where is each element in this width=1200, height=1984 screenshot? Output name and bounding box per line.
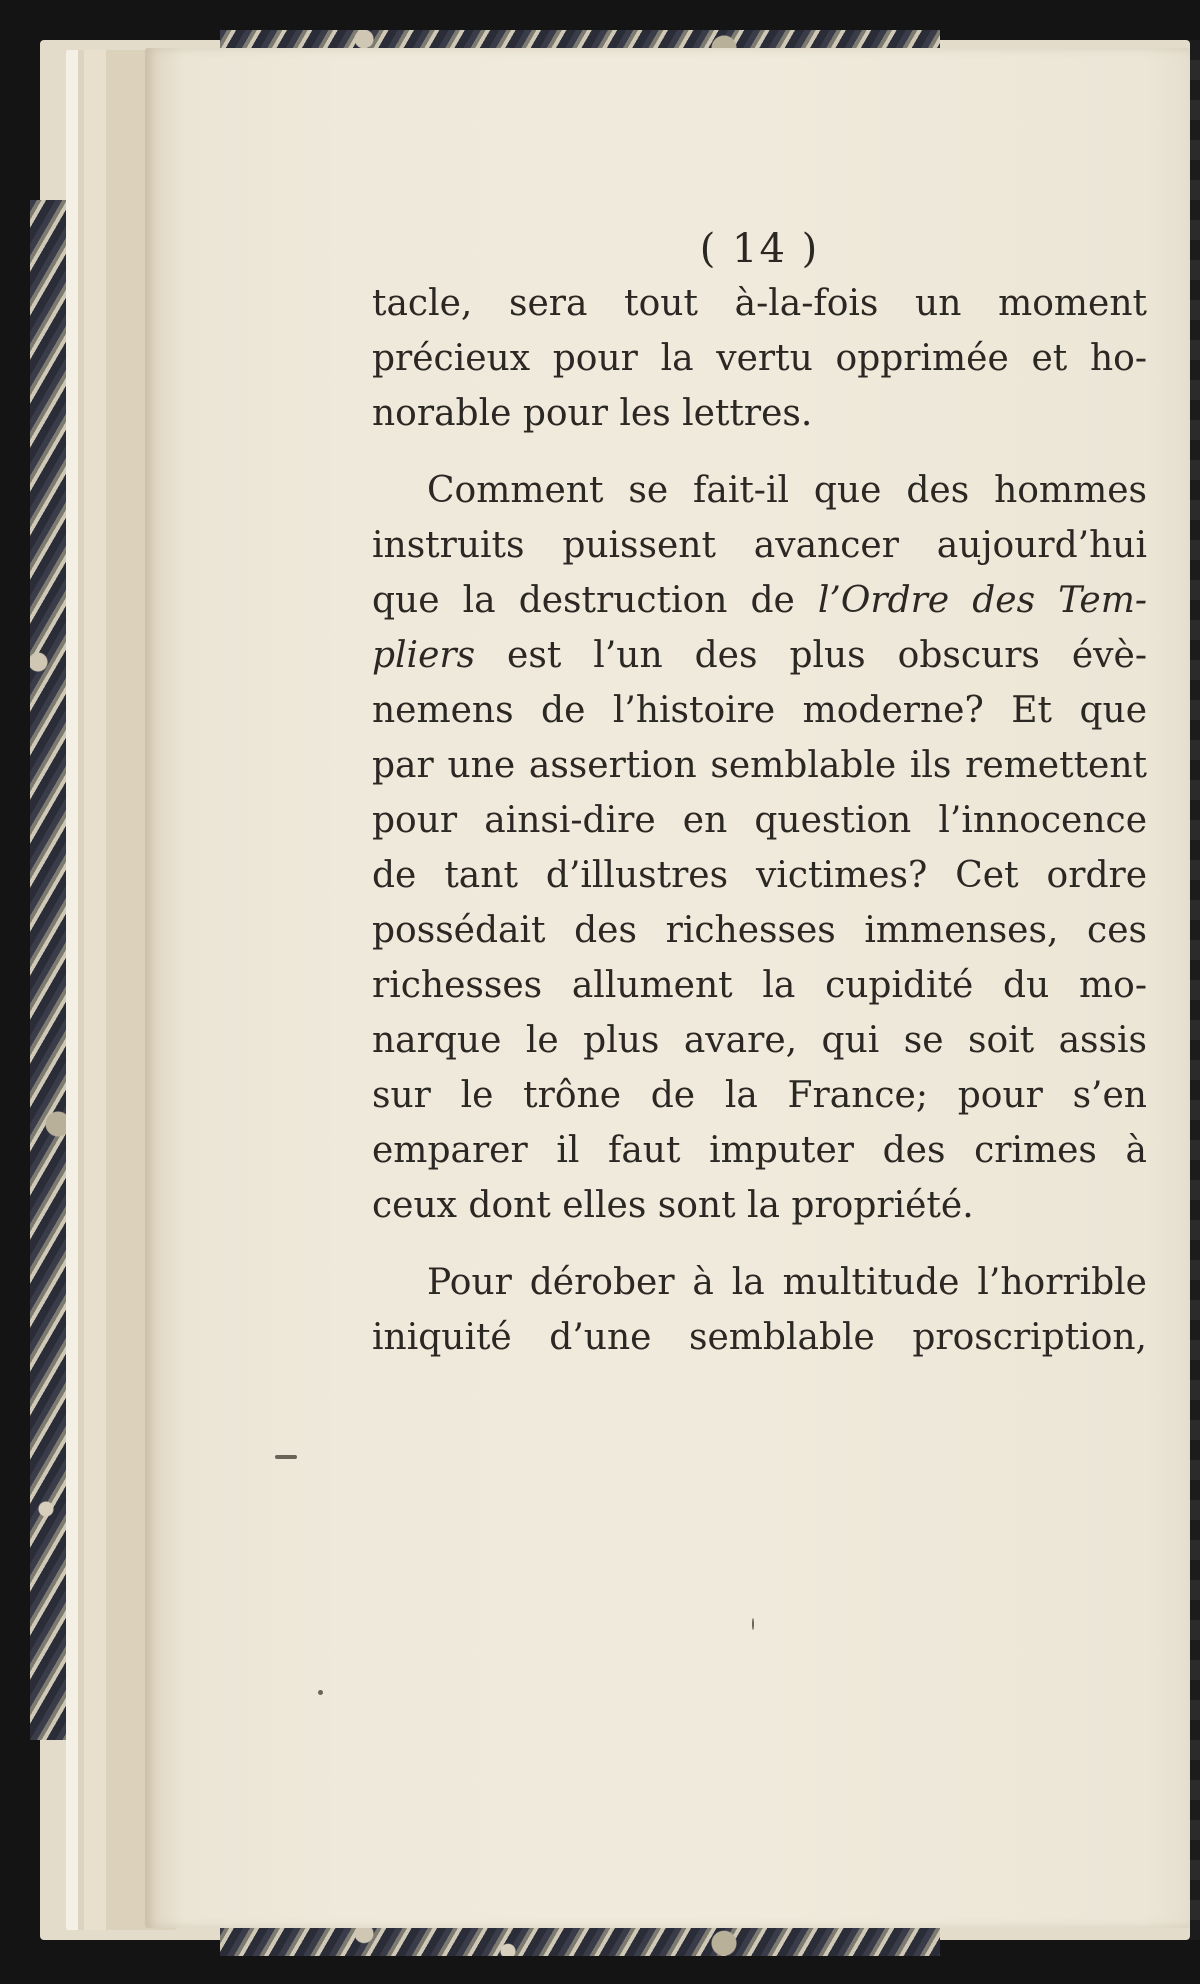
text-line: Pour dérober à la multitude l’horrible xyxy=(427,1262,1147,1303)
text-line: nemens de l’histoire moderne? Et que xyxy=(372,690,1147,731)
italic-title-end: pliers xyxy=(372,635,476,676)
page-number: ( 14 ) xyxy=(699,226,820,272)
text-line: ceux dont elles sont la propriété. xyxy=(372,1185,974,1226)
text-line: pour ainsi-dire en question l’innocence xyxy=(372,800,1147,841)
text-line: Comment se fait-il que des hommes xyxy=(427,470,1147,511)
text-line: précieux pour la vertu opprimée et ho- xyxy=(372,338,1147,379)
text-line: par une assertion semblable ils remettent xyxy=(372,745,1147,786)
text-line: emparer il faut imputer des crimes à xyxy=(372,1130,1147,1171)
text-line: instruits puissent avancer aujourd’hui xyxy=(372,525,1147,566)
text-line: sur le trône de la France; pour s’en xyxy=(372,1075,1147,1116)
text-fragment: que la destruction de xyxy=(372,580,818,621)
text-line: norable pour les lettres. xyxy=(372,393,813,434)
text-line: tacle, sera tout à-la-fois un moment xyxy=(372,283,1147,324)
text-line: iniquité d’une semblable proscription, xyxy=(372,1317,1147,1358)
paper-mark xyxy=(275,1455,297,1459)
text-line xyxy=(372,573,1147,628)
marbled-endpaper-bottom xyxy=(220,1924,940,1956)
page-text xyxy=(372,224,1147,1365)
text-line: richesses allument la cupidité du mo- xyxy=(372,965,1147,1006)
paragraph-3 xyxy=(372,1255,1147,1365)
text-line: narque le plus avare, qui se soit assis xyxy=(372,1020,1147,1061)
text-fragment: est l’un des plus obscurs évè- xyxy=(475,635,1147,676)
marbled-endpaper-left xyxy=(30,200,70,1740)
text-line: possédait des richesses immenses, ces xyxy=(372,910,1147,951)
paragraph-2 xyxy=(372,463,1147,1233)
paper-speck xyxy=(318,1690,323,1695)
text-line xyxy=(372,628,1147,683)
italic-title: l’Ordre des Tem- xyxy=(817,580,1147,621)
paper-speck xyxy=(752,1618,754,1630)
paragraph-1 xyxy=(372,276,1147,441)
text-line: de tant d’illustres victimes? Cet ordre xyxy=(372,855,1147,896)
